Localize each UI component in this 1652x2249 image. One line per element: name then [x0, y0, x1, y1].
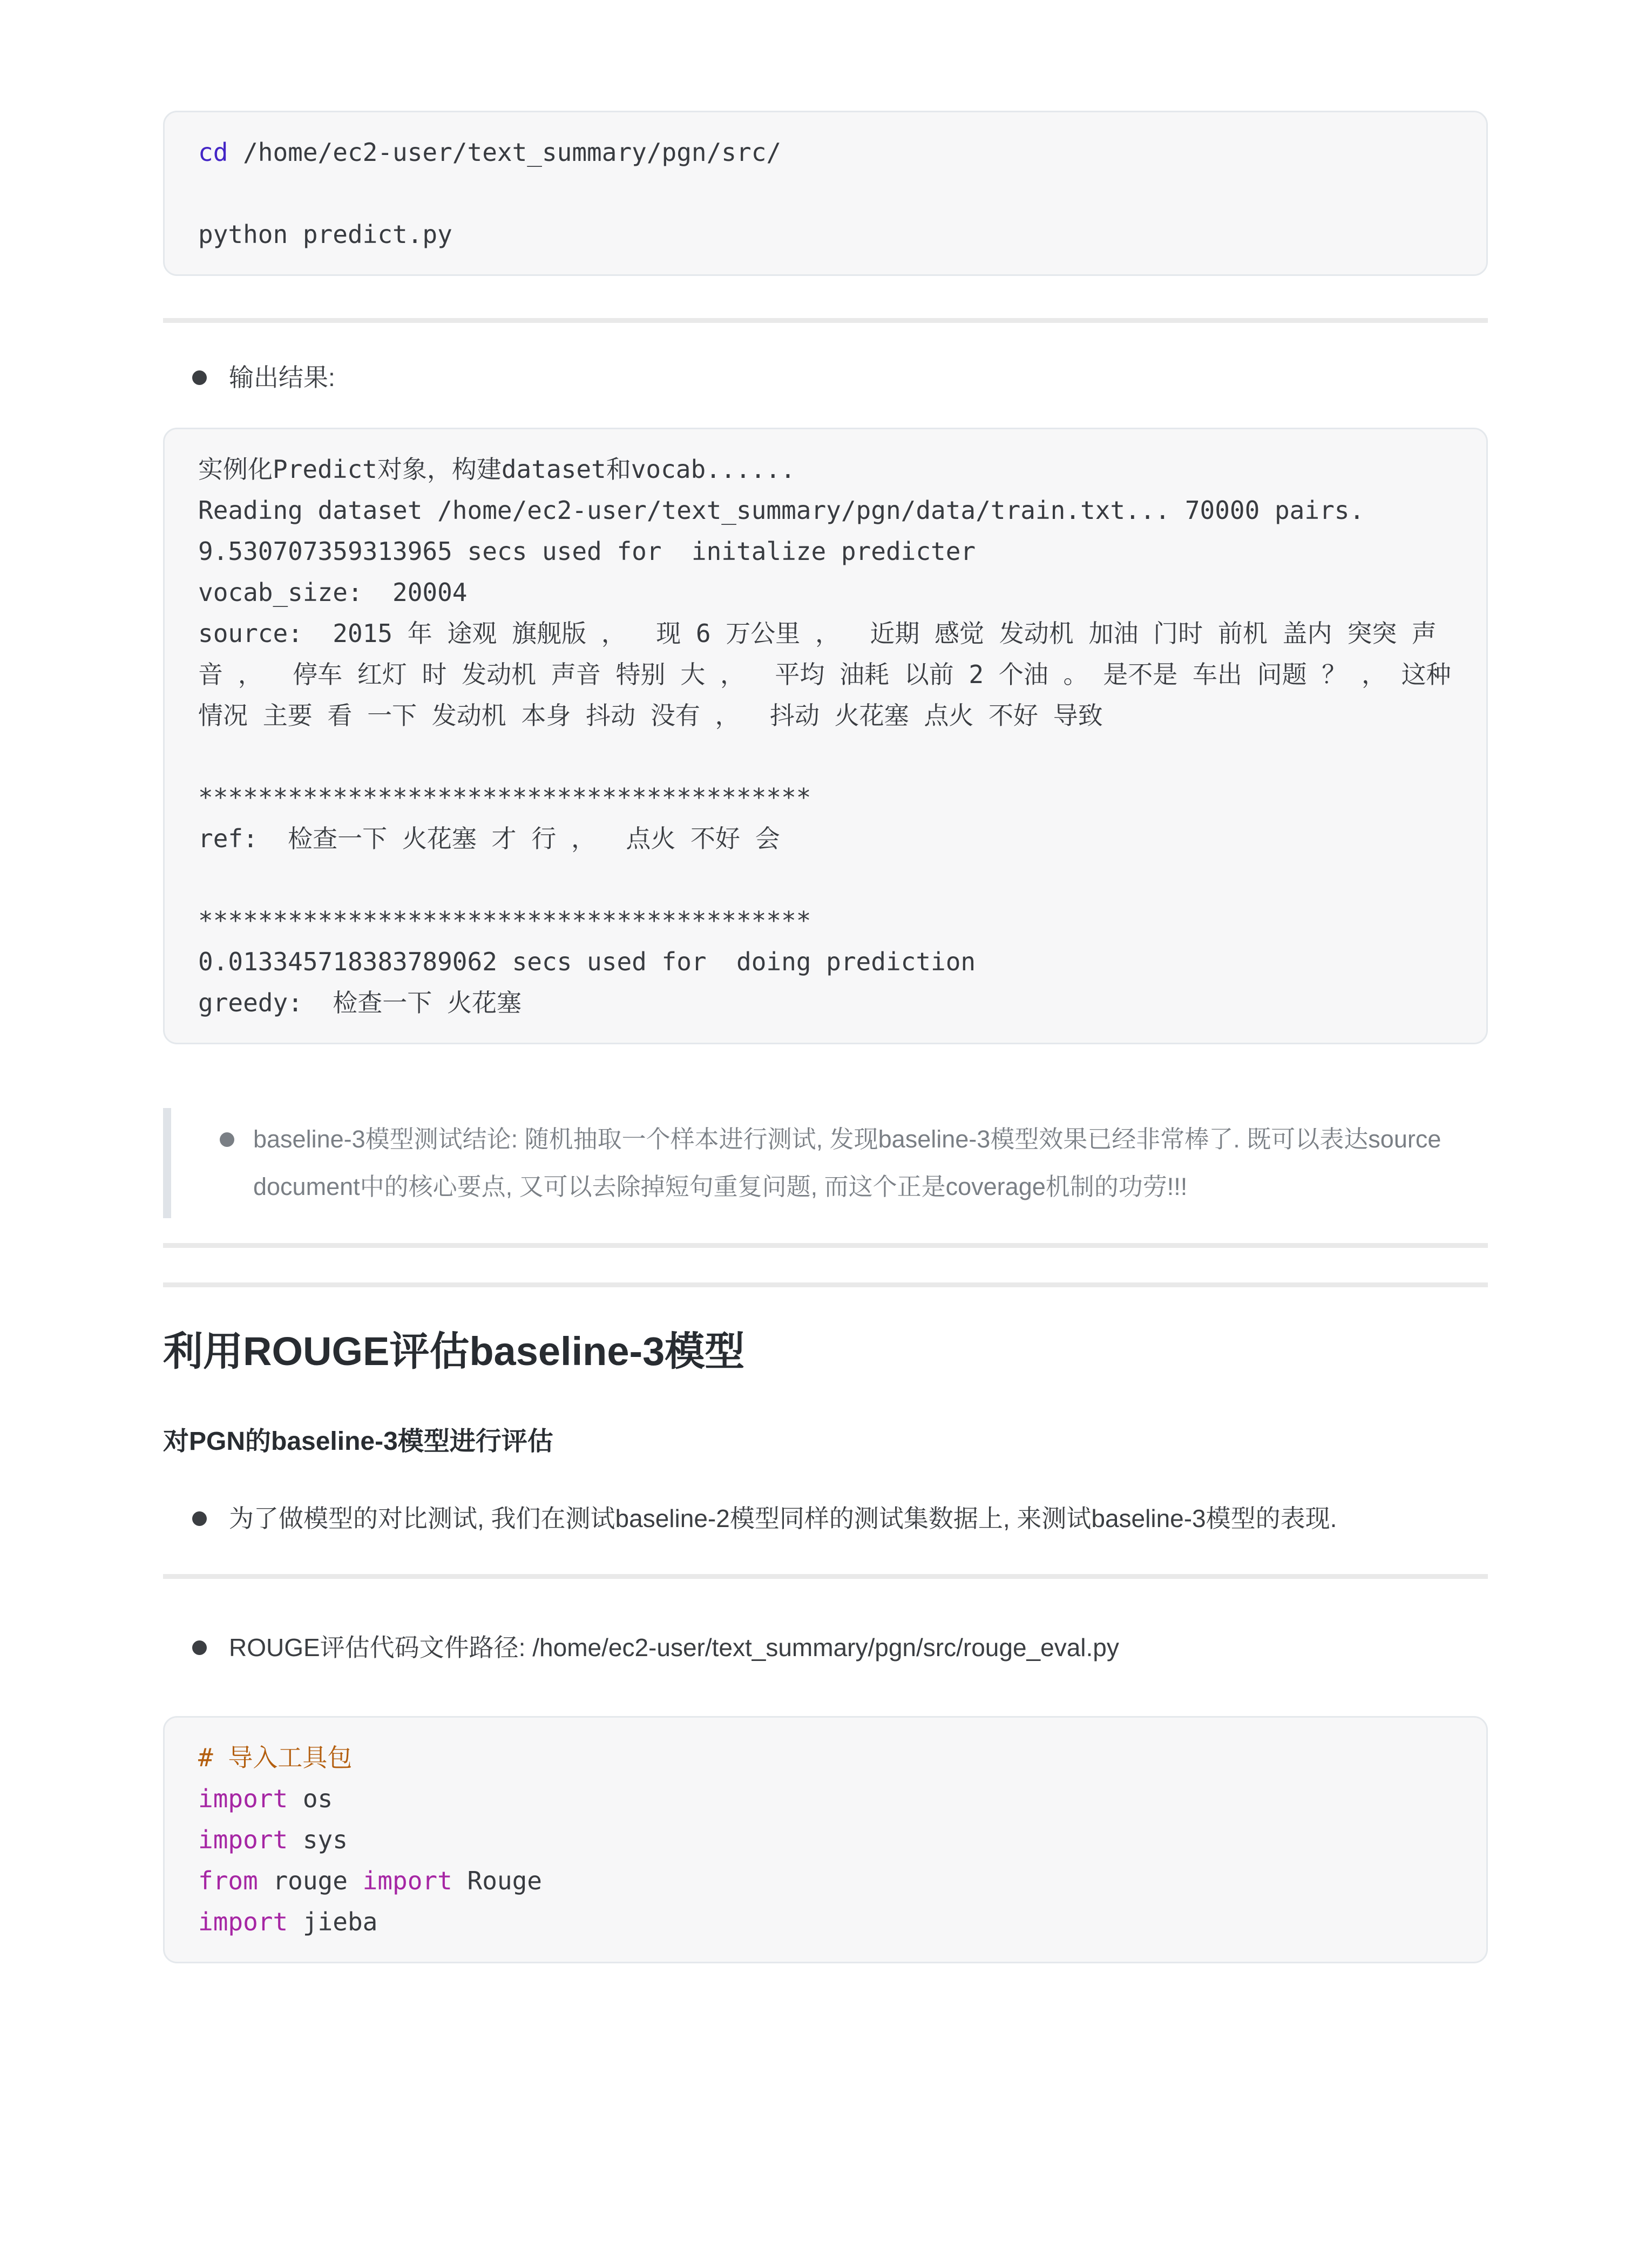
python-import-line — [198, 1901, 1453, 1942]
output-line-greedy: greedy: 检查一下 火花塞 — [198, 988, 522, 1017]
shell-path-argument: /home/ec2-user/text_summary/pgn/src/ — [228, 138, 782, 167]
list-item-rouge-eval-path: ROUGE评估代码文件路径: /home/ec2-user/text_summary/pgn/src/rouge_eval.py — [163, 1625, 1488, 1670]
python-keyword-import: import — [362, 1866, 452, 1895]
python-keyword-from: from — [198, 1866, 258, 1895]
shell-run-command: python predict.py — [198, 220, 452, 249]
output-line-separator: ***************************************** — [198, 906, 811, 935]
output-line-separator: ***************************************** — [198, 783, 811, 812]
output-line: 实例化Predict对象，构建dataset和vocab...... — [198, 455, 796, 484]
python-keyword-import: import — [198, 1907, 288, 1936]
horizontal-divider — [163, 1282, 1488, 1287]
list-item-output-label: 输出结果: — [163, 355, 1488, 400]
blockquote-list-item: baseline-3模型测试结论: 随机抽取一个样本进行测试, 发现baseline-3模型效果已经非常棒了. 既可以表达source document中的核心要点, 又可以去除掉短句重复问题, 而这个正是coverage机制的功劳!!! — [193, 1116, 1488, 1211]
subsection-title: 对PGN的baseline-3模型进行评估 — [163, 1427, 553, 1456]
output-line-ref: ref: 检查一下 火花塞 才 行 ， 点火 不好 会 — [198, 824, 780, 853]
python-import-line — [198, 1860, 1453, 1901]
output-line-blank — [198, 736, 1453, 777]
python-comment: # 导入工具包 — [198, 1743, 353, 1772]
shell-keyword-cd: cd — [198, 138, 228, 167]
list-item-compare-note: 为了做模型的对比测试, 我们在测试baseline-2模型同样的测试集数据上, 来测试baseline-3模型的表现. — [163, 1496, 1488, 1541]
program-output-code-block — [163, 428, 1488, 1044]
output-line: Reading dataset /home/ec2-user/text_summary/pgn/data/train.txt... 70000 pairs. — [198, 496, 1365, 525]
section-title: 利用ROUGE评估baseline-3模型 — [163, 1329, 745, 1374]
python-import-line — [198, 1819, 1453, 1860]
python-module-name: os — [288, 1784, 333, 1813]
shell-command-code-block — [163, 111, 1488, 276]
horizontal-divider — [163, 1574, 1488, 1579]
python-keyword-import: import — [198, 1825, 288, 1854]
page-content — [0, 111, 1490, 1963]
horizontal-divider — [163, 318, 1488, 323]
python-module-name: rouge — [258, 1866, 363, 1895]
python-keyword-import: import — [198, 1784, 288, 1813]
python-imports-code-block — [163, 1716, 1488, 1963]
code-line-blank — [198, 173, 1453, 214]
python-import-line — [198, 1778, 1453, 1819]
horizontal-divider — [163, 1243, 1488, 1248]
python-class-name: Rouge — [452, 1866, 542, 1895]
conclusion-blockquote — [163, 1108, 1488, 1218]
output-line: 0.013345718383789062 secs used for doing prediction — [198, 947, 976, 976]
python-comment-line — [198, 1737, 1453, 1778]
output-line-source: source: 2015 年 途观 旗舰版 ， 现 6 万公里 ， 近期 感觉 发动机 加油 门时 前机 盖内 突突 声音 ， 停车 红灯 时 发动机 声音 特别 大 ， 平均 油耗 以前 2 个油 。 是不是 车出 问题 ？ ， 这种 情况 主要 看 一下 发动机 本身 抖动 没有 ， 抖动 火花塞 点火 不好 导致 — [198, 619, 1466, 730]
output-line: 9.530707359313965 secs used for initalize predicter — [198, 537, 976, 566]
python-module-name: jieba — [288, 1907, 378, 1936]
output-line: vocab_size: 20004 — [198, 578, 468, 607]
python-module-name: sys — [288, 1825, 348, 1854]
code-line — [198, 132, 1453, 173]
output-line-blank — [198, 859, 1453, 900]
